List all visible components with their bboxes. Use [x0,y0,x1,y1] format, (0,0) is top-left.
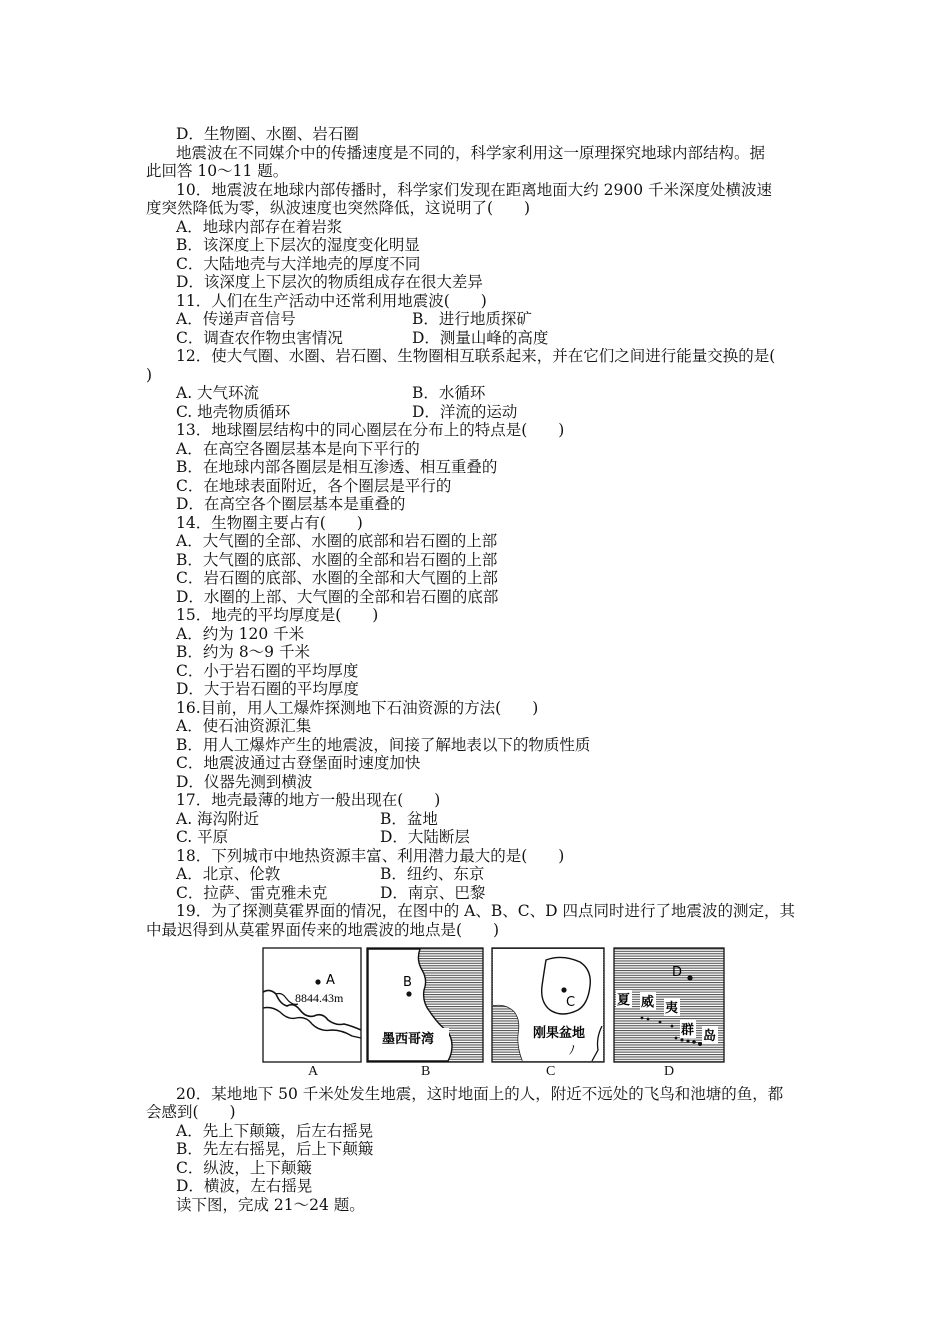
point-a-marker [315,979,320,984]
gulf-of-mexico-label: 墨西哥湾 [382,1032,435,1047]
q14-stem: 14．生物圈主要占有( ) [176,514,363,532]
panel-a-map [263,948,361,1062]
panel-d-map [614,948,724,1062]
point-b-marker [406,991,411,996]
svg-text:ﾉ: ﾉ [569,1043,576,1057]
q13-option-c: C．在地球表面附近，各个圈层是平行的 [176,477,452,495]
q17-option-b: B．盆地 [380,810,438,828]
q10-option-d: D．该深度上下层次的物质组成存在很大差异 [176,273,483,291]
q20-stem-cont: 会感到( ) [146,1103,236,1121]
q9-option-d: D．生物圈、水圈、岩石圈 [176,125,359,143]
q20-option-d: D．横波，左右摇晃 [176,1177,313,1195]
q12-option-d: D．洋流的运动 [412,403,518,421]
q11-option-c: C．调查农作物虫害情况 [176,329,343,347]
point-b-label: B [403,975,412,990]
q11-option-d: D．测量山峰的高度 [412,329,549,347]
q10-option-c: C．大陆地壳与大洋地壳的厚度不同 [176,255,421,273]
q18-option-b: B．纽约、东京 [380,865,485,883]
q14-option-c: C．岩石圈的底部、水圈的全部和大气圈的上部 [176,569,498,587]
q13-option-a: A．在高空各圈层基本是向下平行的 [176,440,420,458]
panel-b-caption: B [421,1064,431,1079]
q11-option-b: B．进行地质探矿 [412,310,532,328]
q17-stem: 17．地壳最薄的地方一般出现在( ) [176,791,441,809]
q13-stem: 13．地球圈层结构中的同心圈层在分布上的特点是( ) [176,421,565,439]
passage-intro: 地震波在不同媒介中的传播速度是不同的，科学家利用这一原理探究地球内部结构。据 [176,144,766,162]
q16-option-b: B．用人工爆炸产生的地震波，间接了解地表以下的物质性质 [176,736,591,754]
next-section-intro: 读下图，完成 21～24 题。 [176,1196,365,1214]
q20-option-c: C．纵波，上下颠簸 [176,1159,312,1177]
point-d-marker [687,975,692,980]
hawaii-char-5: 岛 [703,1029,717,1044]
q18-option-c: C．拉萨、雷克雅未克 [176,884,328,902]
everest-elevation-label: 8844.43m [295,991,344,1005]
q14-option-b: B．大气圈的底部、水圈的全部和岩石圈的上部 [176,551,498,569]
panel-c-map [492,948,604,1062]
hawaii-char-2: 威 [641,995,655,1010]
point-c-marker [561,987,566,992]
q19-stem-cont: 中最迟得到从莫霍界面传来的地震波的地点是( ) [146,921,500,939]
q10-option-b: B．该深度上下层次的湿度变化明显 [176,236,420,254]
q10-stem-cont: 度突然降低为零，纵波速度也突然降低，这说明了( ) [146,199,531,217]
panel-d-caption: D [664,1064,675,1079]
q13-option-d: D．在高空各个圈层基本是重叠的 [176,495,406,513]
q15-option-c: C．小于岩石圈的平均厚度 [176,662,359,680]
q12-option-b: B．水循环 [412,384,486,402]
q16-option-a: A．使石油资源汇集 [176,717,312,735]
hawaii-char-1: 夏 [617,993,631,1008]
q17-option-c: C. 平原 [176,828,229,846]
q10-stem: 10．地震波在地球内部传播时，科学家们发现在距离地面大约 2900 千米深度处横波速 [176,181,773,199]
q14-option-a: A．大气圈的全部、水圈的底部和岩石圈的上部 [176,532,498,550]
q16-option-d: D．仪器先测到横波 [176,773,313,791]
q19-map-figure [262,946,732,1084]
point-a-label: A [326,973,335,988]
panel-a-caption: A [308,1064,319,1079]
q12-option-c: C. 地壳物质循环 [176,403,291,421]
q17-option-d: D．大陆断层 [380,828,470,846]
q15-option-a: A．约为 120 千米 [176,625,305,643]
point-c-label: C [566,995,576,1010]
q10-option-a: A．地球内部存在着岩浆 [176,218,343,236]
q18-option-d: D．南京、巴黎 [380,884,486,902]
q19-stem: 19．为了探测莫霍界面的情况，在图中的 A、B、C、D 四点同时进行了地震波的测定，其 [176,902,795,920]
panel-b-map [367,948,483,1062]
q12-option-a: A. 大气环流 [176,384,260,402]
q12-stem-cont: ) [146,366,153,384]
q19-maps-svg [262,946,732,1084]
q11-option-a: A．传递声音信号 [176,310,296,328]
q15-option-b: B．约为 8～9 千米 [176,643,310,661]
q16-option-c: C．地震波通过古登堡面时速度加快 [176,754,421,772]
q20-option-b: B．先左右摇晃，后上下颠簸 [176,1140,374,1158]
q18-stem: 18．下列城市中地热资源丰富、利用潜力最大的是( ) [176,847,565,865]
q20-option-a: A．先上下颠簸，后左右摇晃 [176,1122,374,1140]
q17-option-a: A. 海沟附近 [176,810,260,828]
passage-intro-cont: 此回答 10～11 题。 [146,162,289,180]
q16-stem: 16.目前，用人工爆炸探测地下石油资源的方法( ) [176,699,539,717]
hawaii-char-3: 夷 [665,1001,679,1016]
q13-option-b: B．在地球内部各圈层是相互渗透、相互重叠的 [176,458,498,476]
congo-basin-label: 刚果盆地 [533,1026,586,1041]
q20-stem: 20．某地地下 50 千米处发生地震，这时地面上的人，附近不远处的飞鸟和池塘的鱼，都 [176,1085,784,1103]
q15-option-d: D．大于岩石圈的平均厚度 [176,680,359,698]
panel-c-caption: C [546,1064,556,1079]
hawaii-char-4: 群 [681,1023,695,1038]
q18-option-a: A．北京、伦敦 [176,865,281,883]
q11-stem: 11．人们在生产活动中还常利用地震波( ) [176,292,487,310]
q12-stem: 12．使大气圈、水圈、岩石圈、生物圈相互联系起来，并在它们之间进行能量交换的是( [176,347,776,365]
q14-option-d: D．水圈的上部、大气圈的全部和岩石圈的底部 [176,588,499,606]
point-d-label: D [672,965,683,980]
q15-stem: 15．地壳的平均厚度是( ) [176,606,379,624]
